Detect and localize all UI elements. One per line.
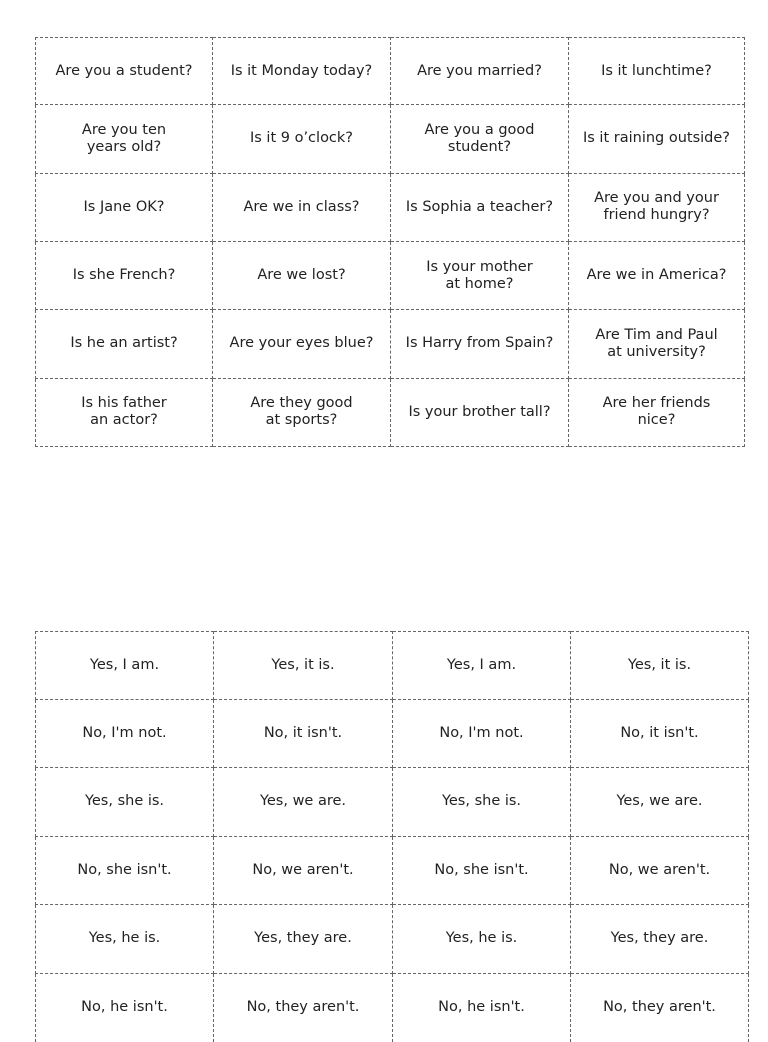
question-cards-grid — [35, 37, 745, 447]
answer-text: No, they aren't. — [247, 999, 360, 1016]
answer-card — [393, 837, 571, 906]
answer-text: Yes, we are. — [260, 793, 346, 810]
answer-text: Yes, we are. — [616, 793, 702, 810]
answer-text: Yes, they are. — [254, 930, 352, 947]
question-card — [35, 105, 213, 173]
question-text: Are Tim and Paul at university? — [595, 327, 717, 361]
question-card — [391, 242, 569, 310]
question-text: Is it lunchtime? — [601, 63, 712, 80]
question-card — [213, 174, 391, 242]
answer-card — [35, 768, 214, 837]
answer-card — [571, 631, 749, 700]
answer-text: Yes, he is. — [446, 930, 518, 947]
answer-card — [571, 974, 749, 1042]
answer-card — [35, 837, 214, 906]
question-text: Are you married? — [417, 63, 542, 80]
question-card — [213, 105, 391, 173]
question-card — [213, 379, 391, 447]
question-text: Is your mother at home? — [426, 259, 532, 293]
question-text: Are we in America? — [587, 267, 727, 284]
answer-text: Yes, I am. — [447, 657, 516, 674]
answer-text: No, we aren't. — [609, 862, 710, 879]
question-card — [391, 310, 569, 378]
answer-text: No, I'm not. — [82, 725, 166, 742]
answer-card — [35, 631, 214, 700]
question-text: Are they good at sports? — [250, 395, 352, 429]
answer-card — [35, 700, 214, 769]
question-text: Is she French? — [73, 267, 176, 284]
question-text: Is it 9 o’clock? — [250, 130, 353, 147]
answer-text: No, we aren't. — [252, 862, 353, 879]
question-card — [35, 379, 213, 447]
question-card — [569, 37, 745, 105]
question-text: Is Jane OK? — [84, 199, 165, 216]
answer-card — [393, 974, 571, 1042]
answer-card — [571, 768, 749, 837]
question-text: Are you a good student? — [425, 122, 535, 156]
question-card — [391, 105, 569, 173]
question-card — [569, 379, 745, 447]
answer-card — [393, 700, 571, 769]
question-text: Is Harry from Spain? — [406, 335, 554, 352]
answer-card — [35, 974, 214, 1042]
question-text: Are we lost? — [257, 267, 345, 284]
question-card — [569, 242, 745, 310]
answer-text: No, it isn't. — [264, 725, 342, 742]
answer-card — [571, 837, 749, 906]
answer-card — [393, 768, 571, 837]
answer-text: No, it isn't. — [620, 725, 698, 742]
answer-text: No, she isn't. — [77, 862, 171, 879]
question-text: Are you ten years old? — [82, 122, 166, 156]
answer-text: Yes, she is. — [442, 793, 521, 810]
answer-text: Yes, he is. — [89, 930, 161, 947]
answer-card — [214, 837, 393, 906]
answer-text: Yes, it is. — [271, 657, 334, 674]
question-text: Is your brother tall? — [408, 404, 550, 421]
answer-card — [571, 700, 749, 769]
question-card — [569, 174, 745, 242]
question-card — [213, 310, 391, 378]
question-text: Is he an artist? — [70, 335, 177, 352]
answer-text: No, he isn't. — [81, 999, 168, 1016]
answer-text: No, I'm not. — [439, 725, 523, 742]
answer-card — [214, 700, 393, 769]
question-card — [213, 242, 391, 310]
answer-card — [214, 905, 393, 974]
answer-text: Yes, they are. — [611, 930, 709, 947]
question-card — [569, 310, 745, 378]
answer-card — [393, 905, 571, 974]
question-card — [35, 174, 213, 242]
answer-text: Yes, she is. — [85, 793, 164, 810]
question-text: Is his father an actor? — [81, 395, 167, 429]
question-text: Are your eyes blue? — [230, 335, 374, 352]
question-text: Is it raining outside? — [583, 130, 730, 147]
answer-text: Yes, it is. — [628, 657, 691, 674]
answer-card — [393, 631, 571, 700]
question-text: Is Sophia a teacher? — [406, 199, 553, 216]
answer-card — [214, 768, 393, 837]
question-card — [569, 105, 745, 173]
question-text: Is it Monday today? — [231, 63, 373, 80]
answer-card — [214, 974, 393, 1042]
question-card — [35, 310, 213, 378]
answer-text: Yes, I am. — [90, 657, 159, 674]
question-text: Are we in class? — [244, 199, 360, 216]
question-card — [213, 37, 391, 105]
answer-card — [35, 905, 214, 974]
answer-text: No, he isn't. — [438, 999, 525, 1016]
answer-text: No, they aren't. — [603, 999, 716, 1016]
answer-text: No, she isn't. — [434, 862, 528, 879]
question-card — [391, 37, 569, 105]
question-text: Are her friends nice? — [603, 395, 711, 429]
question-card — [35, 37, 213, 105]
answer-card — [214, 631, 393, 700]
question-card — [391, 174, 569, 242]
question-card — [391, 379, 569, 447]
question-text: Are you a student? — [56, 63, 193, 80]
answer-card — [571, 905, 749, 974]
question-card — [35, 242, 213, 310]
answer-cards-grid — [35, 631, 749, 1042]
question-text: Are you and your friend hungry? — [594, 190, 719, 224]
